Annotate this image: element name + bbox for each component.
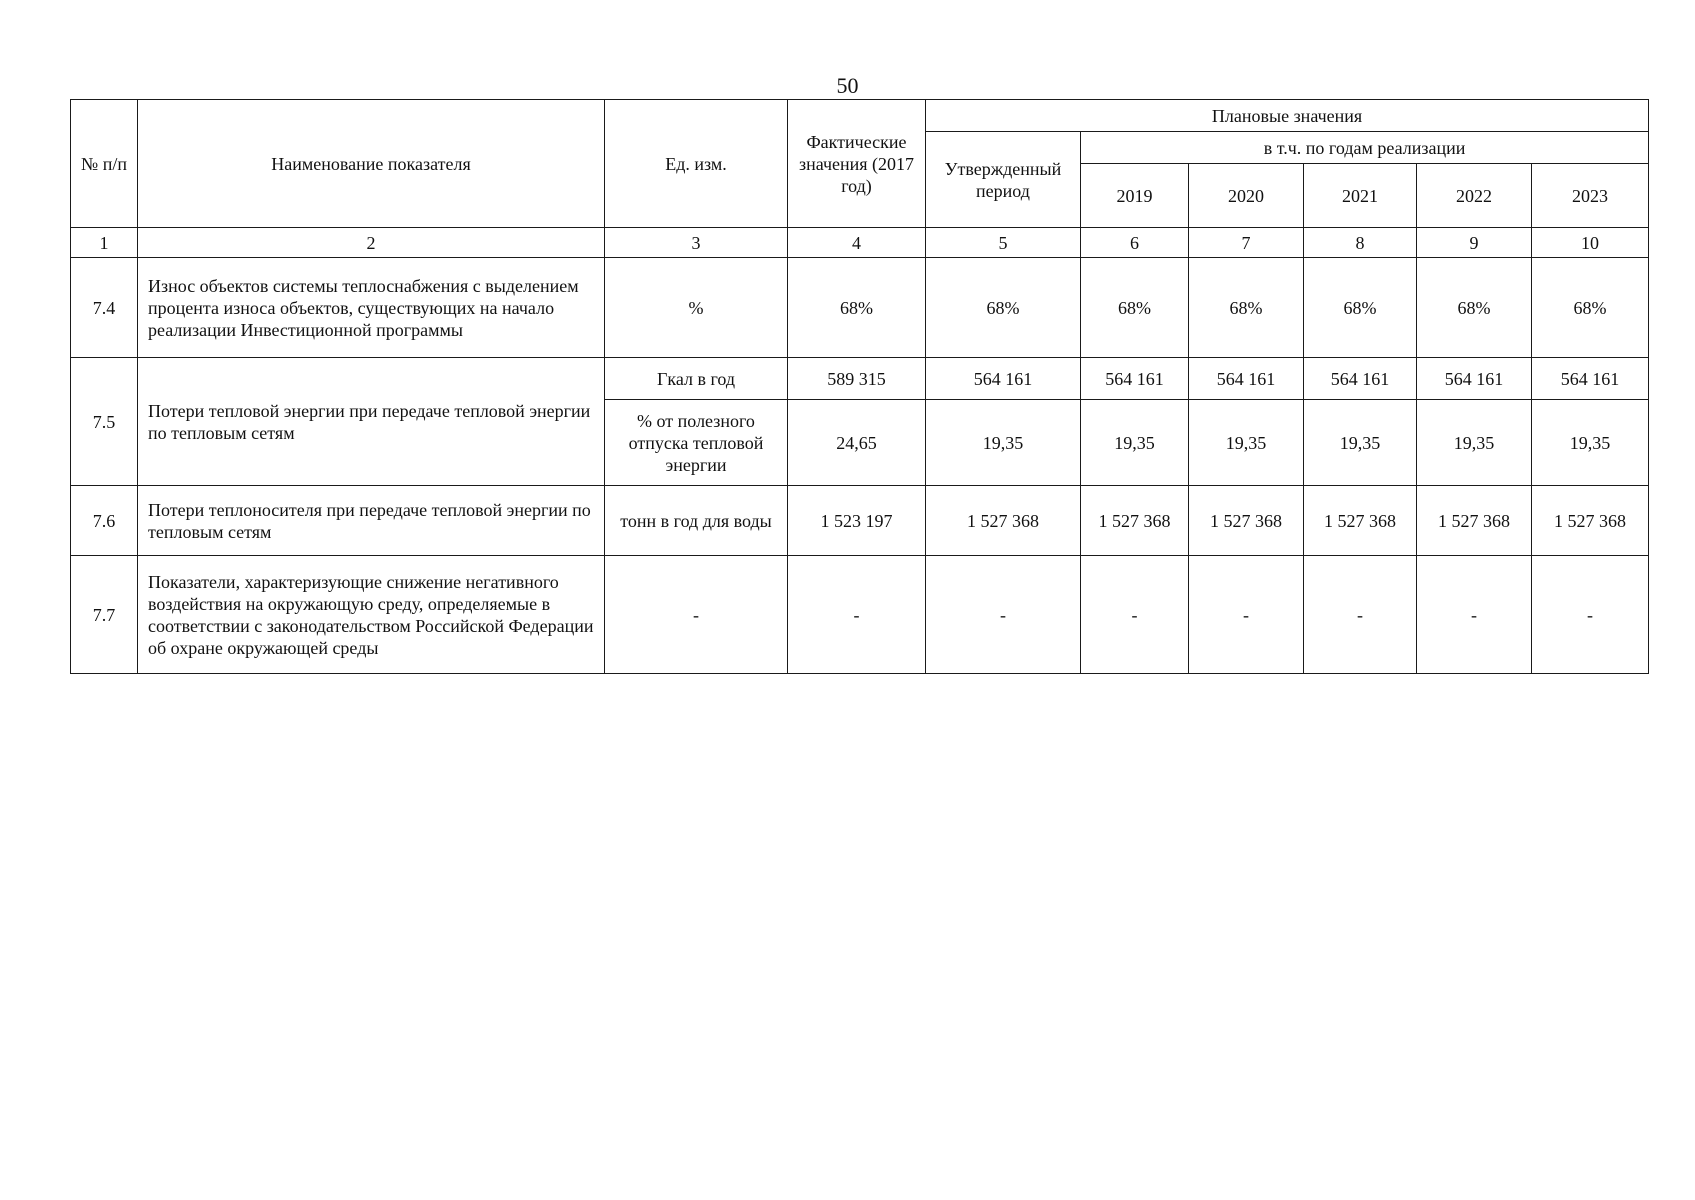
page-number: 50 — [836, 73, 859, 98]
row-year-value: - — [1081, 556, 1189, 674]
indicators-table — [70, 99, 1649, 674]
row-year-value: 564 161 — [1189, 358, 1304, 400]
table-row — [71, 556, 1649, 674]
row-year-value: 19,35 — [1189, 400, 1304, 486]
row-num: 7.7 — [71, 556, 138, 674]
header-planned: Плановые значения — [926, 100, 1649, 132]
row-name: Потери теплоносителя при передаче тепловой энергии по тепловым сетям — [138, 486, 605, 556]
column-index: 4 — [788, 228, 926, 258]
row-year-value: 564 161 — [1081, 358, 1189, 400]
row-unit: % от полезного отпуска тепловой энергии — [605, 400, 788, 486]
column-index: 7 — [1189, 228, 1304, 258]
row-approved: 19,35 — [926, 400, 1081, 486]
row-unit: Гкал в год — [605, 358, 788, 400]
row-actual: 589 315 — [788, 358, 926, 400]
row-year-value: 68% — [1532, 258, 1649, 358]
row-year-value: 1 527 368 — [1417, 486, 1532, 556]
row-name: Показатели, характеризующие снижение негативного воздействия на окружающую среду, определяемые в соответствии с законодательством Российской Федерации об охране окружающей среды — [138, 556, 605, 674]
column-index: 6 — [1081, 228, 1189, 258]
table-row — [71, 486, 1649, 556]
row-year-value: 68% — [1189, 258, 1304, 358]
row-year-value: 564 161 — [1532, 358, 1649, 400]
row-year-value: - — [1532, 556, 1649, 674]
header-year: 2022 — [1417, 164, 1532, 228]
row-name: Потери тепловой энергии при передаче тепловой энергии по тепловым сетям — [138, 358, 605, 486]
row-year-value: 19,35 — [1417, 400, 1532, 486]
row-year-value: - — [1304, 556, 1417, 674]
row-unit: - — [605, 556, 788, 674]
table-row — [71, 358, 1649, 400]
row-name: Износ объектов системы теплоснабжения с выделением процента износа объектов, существующих на начало реализации Инвестиционной программы — [138, 258, 605, 358]
header-unit: Ед. изм. — [605, 100, 788, 228]
row-year-value: 1 527 368 — [1304, 486, 1417, 556]
row-year-value: 564 161 — [1417, 358, 1532, 400]
header-num: № п/п — [71, 100, 138, 228]
row-num: 7.4 — [71, 258, 138, 358]
table-row — [71, 258, 1649, 358]
column-index: 1 — [71, 228, 138, 258]
row-num: 7.6 — [71, 486, 138, 556]
row-year-value: 1 527 368 — [1532, 486, 1649, 556]
header-year: 2023 — [1532, 164, 1649, 228]
row-actual: 24,65 — [788, 400, 926, 486]
row-year-value: - — [1189, 556, 1304, 674]
row-unit: % — [605, 258, 788, 358]
row-year-value: 564 161 — [1304, 358, 1417, 400]
header-year: 2019 — [1081, 164, 1189, 228]
header-row-top — [71, 100, 1649, 132]
row-year-value: 68% — [1417, 258, 1532, 358]
header-name: Наименование показателя — [138, 100, 605, 228]
row-approved: 68% — [926, 258, 1081, 358]
column-index: 8 — [1304, 228, 1417, 258]
row-approved: - — [926, 556, 1081, 674]
row-unit: тонн в год для воды — [605, 486, 788, 556]
row-year-value: 19,35 — [1081, 400, 1189, 486]
header-approved: Утвержденный период — [926, 132, 1081, 228]
row-num: 7.5 — [71, 358, 138, 486]
row-approved: 1 527 368 — [926, 486, 1081, 556]
header-year: 2020 — [1189, 164, 1304, 228]
header-by-years: в т.ч. по годам реализации — [1081, 132, 1649, 164]
column-index: 10 — [1532, 228, 1649, 258]
row-actual: 1 523 197 — [788, 486, 926, 556]
header-year: 2021 — [1304, 164, 1417, 228]
row-year-value: 68% — [1304, 258, 1417, 358]
row-actual: 68% — [788, 258, 926, 358]
column-index-row — [71, 228, 1649, 258]
column-index: 5 — [926, 228, 1081, 258]
row-actual: - — [788, 556, 926, 674]
column-index: 2 — [138, 228, 605, 258]
row-year-value: 19,35 — [1304, 400, 1417, 486]
column-index: 3 — [605, 228, 788, 258]
row-year-value: 1 527 368 — [1189, 486, 1304, 556]
row-year-value: 68% — [1081, 258, 1189, 358]
column-index: 9 — [1417, 228, 1532, 258]
row-year-value: 19,35 — [1532, 400, 1649, 486]
header-actual: Фактические значения (2017 год) — [788, 100, 926, 228]
row-approved: 564 161 — [926, 358, 1081, 400]
row-year-value: - — [1417, 556, 1532, 674]
row-year-value: 1 527 368 — [1081, 486, 1189, 556]
